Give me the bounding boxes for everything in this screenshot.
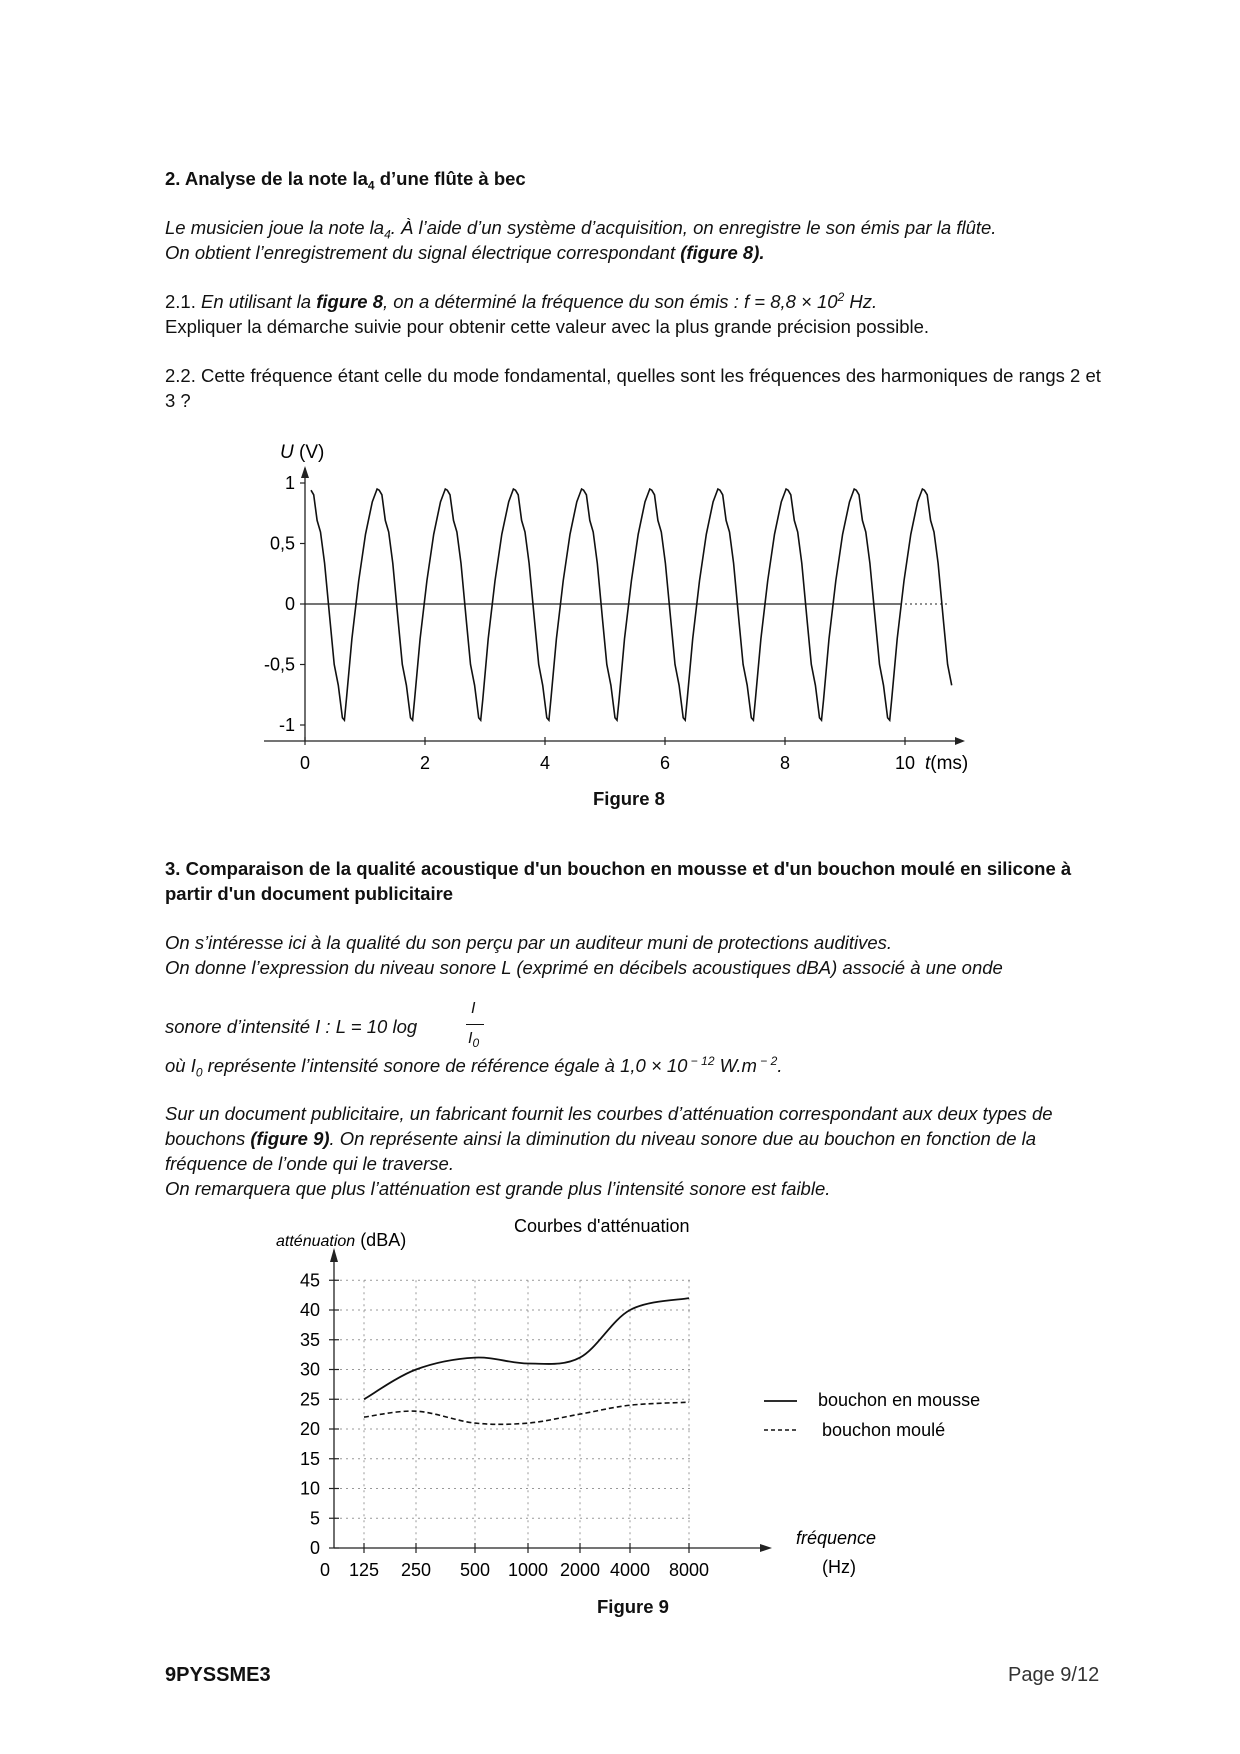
- figure-8-caption: Figure 8: [593, 788, 665, 809]
- x-tick-label: 0: [299, 753, 311, 773]
- chart-title: Courbes d'atténuation: [514, 1216, 690, 1236]
- x-tick-label: 6: [659, 753, 671, 773]
- y-tick-label: 0,5: [269, 533, 295, 554]
- curve-bouchon-moule: [364, 1402, 689, 1424]
- legend-item-moule: bouchon moulé: [822, 1420, 946, 1440]
- dotted-grid: [334, 1280, 690, 1548]
- sound-level-formula: sonore d’intensité I : L = 10 log I $I_0$: [165, 1002, 1110, 1050]
- question-2-2: 2.2. Cette fréquence étant celle du mode fondamental, quelles sont les fréquences des harmoniques de rangs 2 et 3 ?: [165, 365, 1101, 411]
- x-tick-label: 8000: [668, 1560, 710, 1580]
- exam-code: 9PYSSME3: [165, 1664, 271, 1686]
- y-tick-label: -1: [278, 715, 295, 735]
- y-tick-label: 5: [309, 1508, 320, 1529]
- x-tick-label: 4000: [609, 1560, 651, 1580]
- y-tick-label: -0,5: [263, 654, 295, 675]
- y-tick-label: 10: [299, 1478, 320, 1499]
- x-axis-label-b: (Hz): [822, 1557, 856, 1577]
- x-tick-label: 2: [419, 753, 431, 773]
- y-tick-label: 0: [309, 1538, 320, 1558]
- section-3-document: Sur un document publicitaire, un fabricant fournit les courbes d’atténuation correspondant aux deux types de bouchons (figure 9). On représente ainsi la diminution du niveau sonore due au bouchon en fonction de la fréquence de l’onde qui le traverse. On remarquera que plus l’atténuation est grande plus l’intensité sonore est faible.: [165, 1103, 1053, 1199]
- question-2-1: 2.1. En utilisant la figure 8, on a déterminé la fréquence du son émis : $f = 8,8 \times 10^2$ Hz. Expliquer la démarche suivie pour obtenir cette valeur avec la plus grande précision possible.: [165, 289, 930, 337]
- section-2-title: 2. Analyse de la note $la_4$ d’une flûte à bec: [165, 168, 526, 193]
- x-tick-label: 4: [539, 753, 551, 773]
- figure-8-chart: [0, 0, 1240, 800]
- y-tick-label: 45: [299, 1270, 320, 1291]
- y-axis-label: U (V): [280, 442, 325, 463]
- y-tick-label: 0: [284, 594, 295, 614]
- x-tick-label: 125: [348, 1560, 380, 1580]
- fraction-bar: [466, 1024, 484, 1025]
- y-axis-arrow-icon: [330, 1248, 338, 1262]
- x-tick-label: 1000: [507, 1560, 549, 1580]
- x-tick-label: 8: [779, 753, 791, 773]
- section-3-title: 3. Comparaison de la qualité acoustique d'un bouchon en mousse et d'un bouchon moulé en silicone à partir d'un document publicitaire: [165, 858, 1072, 904]
- x-tick-label: 500: [459, 1560, 491, 1580]
- y-tick-label: 25: [299, 1389, 320, 1410]
- x-tick-label: 2000: [559, 1560, 601, 1580]
- curve-bouchon-en-mousse: [364, 1298, 689, 1399]
- y-tick-label: 30: [299, 1359, 320, 1380]
- section-2-intro: Le musicien joue la note $la_4$. À l’aide d’un système d’acquisition, on enregistre le son émis par la flûte. On obtient l’enregistrement du signal électrique correspondant (figure 8).: [165, 217, 997, 263]
- x-axis-label-a: fréquence: [796, 1528, 877, 1548]
- legend-item-mousse: bouchon en mousse: [818, 1390, 981, 1410]
- reference-intensity: où $I_0$ représente l’intensité sonore de référence égale à 1,0 × 10 $^{- 12}$ W.m $^{- 2}$.: [165, 1053, 783, 1080]
- y-tick-label: 15: [299, 1448, 320, 1469]
- page-number: Page 9/12: [1008, 1664, 1100, 1686]
- section-3-intro: On s’intéresse ici à la qualité du son perçu par un auditeur muni de protections auditives. On donne l’expression du niveau sonore L (exprimé en décibels acoustiques dBA) associé à une onde: [165, 932, 1003, 978]
- x-tick-label: 250: [400, 1560, 432, 1580]
- x-tick-label: 0: [319, 1560, 331, 1580]
- x-axis-arrow-icon: [760, 1544, 772, 1552]
- figure-9-caption: Figure 9: [597, 1596, 669, 1617]
- y-tick-label: 20: [299, 1419, 320, 1439]
- y-axis-arrow-icon: [301, 466, 309, 478]
- y-tick-label: 1: [284, 473, 295, 493]
- y-tick-label: 40: [299, 1300, 320, 1320]
- x-axis-arrow-icon: [955, 737, 965, 745]
- y-axis-label: atténuation (dBA): [276, 1230, 407, 1250]
- y-tick-label: 35: [299, 1329, 320, 1350]
- figure-9-chart: [0, 1200, 1240, 1620]
- x-axis-label: t(ms): [925, 753, 969, 774]
- x-tick-label: 10: [894, 753, 916, 773]
